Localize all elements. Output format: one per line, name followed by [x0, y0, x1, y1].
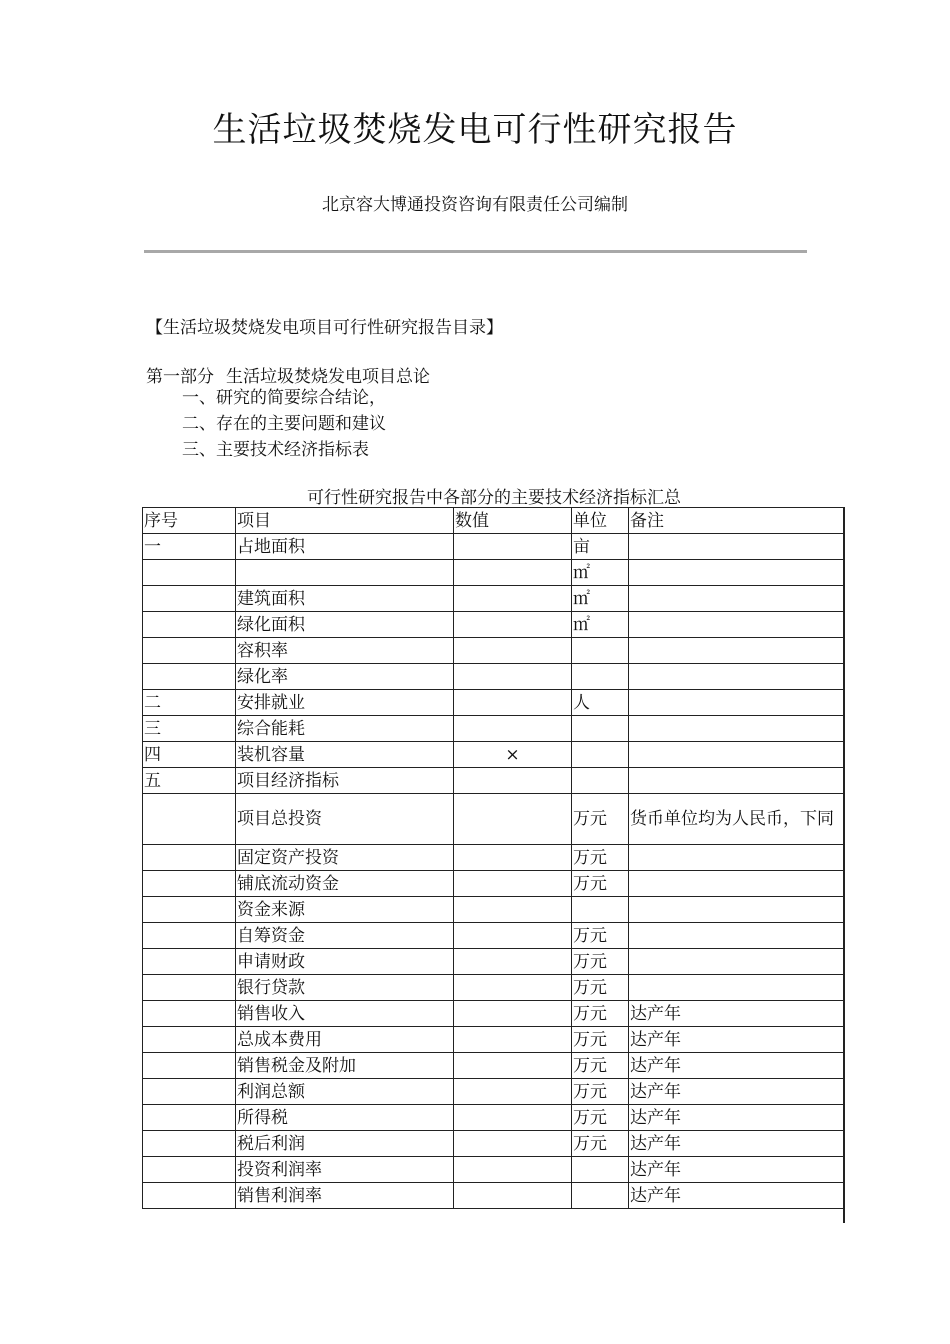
- cell-unit: 万元: [572, 794, 629, 845]
- cell-unit: [572, 664, 629, 690]
- cell-item: 税后利润: [236, 1131, 454, 1157]
- cell-value: [454, 534, 572, 560]
- cell-note: [629, 897, 844, 923]
- cell-item: 装机容量: [236, 742, 454, 768]
- cell-item: 综合能耗: [236, 716, 454, 742]
- column-header-unit: 单位: [572, 508, 629, 534]
- cell-unit: 万元: [572, 1105, 629, 1131]
- cell-note: 达产年: [629, 1105, 844, 1131]
- cell-note: 达产年: [629, 1079, 844, 1105]
- cell-index: 一: [143, 534, 236, 560]
- cell-item: [236, 560, 454, 586]
- cell-note: [629, 768, 844, 794]
- cell-index: [143, 845, 236, 871]
- toc-part: [146, 362, 430, 387]
- table-row: [143, 923, 844, 949]
- cell-value: [454, 1079, 572, 1105]
- cell-note: [629, 845, 844, 871]
- toc-item: 三、主要技术经济指标表: [182, 440, 369, 460]
- cell-value: [454, 897, 572, 923]
- cell-index: [143, 664, 236, 690]
- cell-index: [143, 897, 236, 923]
- cell-note: 达产年: [629, 1001, 844, 1027]
- cell-index: [143, 1053, 236, 1079]
- cell-value: [454, 949, 572, 975]
- cell-note: [629, 923, 844, 949]
- table-row: [143, 716, 844, 742]
- cell-unit: [572, 716, 629, 742]
- cell-item: 销售收入: [236, 1001, 454, 1027]
- cell-note: [629, 638, 844, 664]
- cell-item: 安排就业: [236, 690, 454, 716]
- cell-note: [629, 612, 844, 638]
- cell-unit: 万元: [572, 923, 629, 949]
- cell-note: [629, 664, 844, 690]
- cell-note: 达产年: [629, 1027, 844, 1053]
- table-row: [143, 560, 844, 586]
- table-row: [143, 1079, 844, 1105]
- document-title: 生活垃圾焚烧发电可行性研究报告: [212, 110, 738, 150]
- table-row: [143, 1105, 844, 1131]
- cell-note: [629, 975, 844, 1001]
- cell-value: [454, 871, 572, 897]
- cell-item: 投资利润率: [236, 1157, 454, 1183]
- cell-note: 达产年: [629, 1131, 844, 1157]
- cell-value: ×: [454, 742, 572, 768]
- cell-unit: [572, 768, 629, 794]
- cell-index: [143, 949, 236, 975]
- cell-index: [143, 586, 236, 612]
- cell-value: [454, 1183, 572, 1209]
- cell-item: 申请财政: [236, 949, 454, 975]
- cell-item: 所得税: [236, 1105, 454, 1131]
- table-row: [143, 871, 844, 897]
- cell-note: [629, 534, 844, 560]
- cell-item: 自筹资金: [236, 923, 454, 949]
- cell-value: [454, 1131, 572, 1157]
- toc-item: 一、研究的简要综合结论，: [182, 388, 386, 408]
- table-row: [143, 534, 844, 560]
- table-row: [143, 1157, 844, 1183]
- cell-unit: 万元: [572, 949, 629, 975]
- cell-unit: 人: [572, 690, 629, 716]
- cell-index: [143, 560, 236, 586]
- cell-value: [454, 845, 572, 871]
- column-header-note: 备注: [629, 508, 844, 534]
- cell-index: [143, 1027, 236, 1053]
- document-subtitle: 北京容大博通投资咨询有限责任公司编制: [322, 195, 628, 215]
- cell-unit: ㎡: [572, 560, 629, 586]
- cell-unit: 万元: [572, 1131, 629, 1157]
- cell-value: [454, 586, 572, 612]
- cell-value: [454, 1027, 572, 1053]
- cell-value: [454, 1053, 572, 1079]
- table-row: [143, 1001, 844, 1027]
- cell-unit: [572, 638, 629, 664]
- cell-unit: [572, 1183, 629, 1209]
- cell-note: 达产年: [629, 1053, 844, 1079]
- cell-unit: [572, 897, 629, 923]
- table-row: [143, 586, 844, 612]
- column-header-value: 数值: [454, 508, 572, 534]
- cell-note: 达产年: [629, 1183, 844, 1209]
- cell-item: 银行贷款: [236, 975, 454, 1001]
- table-header-row: [143, 508, 844, 534]
- cell-value: [454, 923, 572, 949]
- cell-value: [454, 716, 572, 742]
- cell-index: [143, 1157, 236, 1183]
- cell-item: 绿化率: [236, 664, 454, 690]
- cell-note: [629, 949, 844, 975]
- cell-value: [454, 1001, 572, 1027]
- cell-value: [454, 1157, 572, 1183]
- toc-item-list: [182, 385, 386, 463]
- cell-unit: 亩: [572, 534, 629, 560]
- table-row: [143, 1027, 844, 1053]
- column-header-index: 序号: [143, 508, 236, 534]
- cell-value: [454, 664, 572, 690]
- table-caption: 可行性研究报告中各部分的主要技术经济指标汇总: [307, 488, 681, 508]
- cell-unit: 万元: [572, 871, 629, 897]
- cell-index: [143, 1001, 236, 1027]
- table-row: [143, 1183, 844, 1209]
- toc-part-title: 生活垃圾焚烧发电项目总论: [226, 367, 430, 387]
- cell-item: 总成本费用: [236, 1027, 454, 1053]
- cell-note: [629, 586, 844, 612]
- cell-item: 固定资产投资: [236, 845, 454, 871]
- table-row: [143, 975, 844, 1001]
- table-row: [143, 897, 844, 923]
- cell-unit: [572, 1157, 629, 1183]
- cell-item: 利润总额: [236, 1079, 454, 1105]
- cell-value: [454, 975, 572, 1001]
- cell-index: [143, 612, 236, 638]
- cell-index: [143, 871, 236, 897]
- table-row: [143, 949, 844, 975]
- cell-unit: 万元: [572, 1053, 629, 1079]
- table-row: [143, 742, 844, 768]
- cell-index: [143, 1079, 236, 1105]
- indicator-summary-table: [142, 507, 844, 1209]
- cell-unit: 万元: [572, 1079, 629, 1105]
- cell-value: [454, 794, 572, 845]
- cell-item: 铺底流动资金: [236, 871, 454, 897]
- cell-unit: 万元: [572, 845, 629, 871]
- cell-note: [629, 560, 844, 586]
- cell-index: [143, 1183, 236, 1209]
- cell-value: [454, 1105, 572, 1131]
- cell-unit: 万元: [572, 975, 629, 1001]
- cell-item: 占地面积: [236, 534, 454, 560]
- cell-index: [143, 1131, 236, 1157]
- table-row: [143, 1053, 844, 1079]
- table-row: [143, 794, 844, 845]
- table-row: [143, 768, 844, 794]
- cell-item: 容积率: [236, 638, 454, 664]
- cell-value: [454, 612, 572, 638]
- cell-item: 绿化面积: [236, 612, 454, 638]
- table-row: [143, 845, 844, 871]
- cell-index: 三: [143, 716, 236, 742]
- cell-item: 建筑面积: [236, 586, 454, 612]
- cell-index: [143, 794, 236, 845]
- cell-unit: ㎡: [572, 612, 629, 638]
- cell-note: [629, 716, 844, 742]
- column-header-item: 项目: [236, 508, 454, 534]
- cell-note: 货币单位均为人民币，下同: [629, 794, 844, 845]
- cell-note: 达产年: [629, 1157, 844, 1183]
- toc-part-number: 第一部分: [146, 367, 214, 387]
- cell-value: [454, 638, 572, 664]
- cell-value: [454, 690, 572, 716]
- table-row: [143, 1131, 844, 1157]
- table-row: [143, 638, 844, 664]
- cell-index: [143, 923, 236, 949]
- cell-item: 项目总投资: [236, 794, 454, 845]
- cell-note: [629, 742, 844, 768]
- horizontal-divider: [144, 250, 807, 253]
- toc-item: 二、存在的主要问题和建议: [182, 414, 386, 434]
- cell-item: 资金来源: [236, 897, 454, 923]
- toc-heading: 【生活垃圾焚烧发电项目可行性研究报告目录】: [146, 318, 503, 338]
- cell-note: [629, 871, 844, 897]
- cell-index: 四: [143, 742, 236, 768]
- table-row: [143, 690, 844, 716]
- cell-unit: 万元: [572, 1027, 629, 1053]
- cell-note: [629, 690, 844, 716]
- table-right-border: [843, 507, 845, 1223]
- cell-item: 销售利润率: [236, 1183, 454, 1209]
- cell-item: 项目经济指标: [236, 768, 454, 794]
- cell-item: 销售税金及附加: [236, 1053, 454, 1079]
- cell-index: [143, 975, 236, 1001]
- cell-unit: ㎡: [572, 586, 629, 612]
- cell-index: 二: [143, 690, 236, 716]
- cell-value: [454, 768, 572, 794]
- cell-unit: [572, 742, 629, 768]
- table-row: [143, 664, 844, 690]
- cell-index: [143, 1105, 236, 1131]
- table-row: [143, 612, 844, 638]
- cell-index: [143, 638, 236, 664]
- cell-value: [454, 560, 572, 586]
- cell-unit: 万元: [572, 1001, 629, 1027]
- cell-index: 五: [143, 768, 236, 794]
